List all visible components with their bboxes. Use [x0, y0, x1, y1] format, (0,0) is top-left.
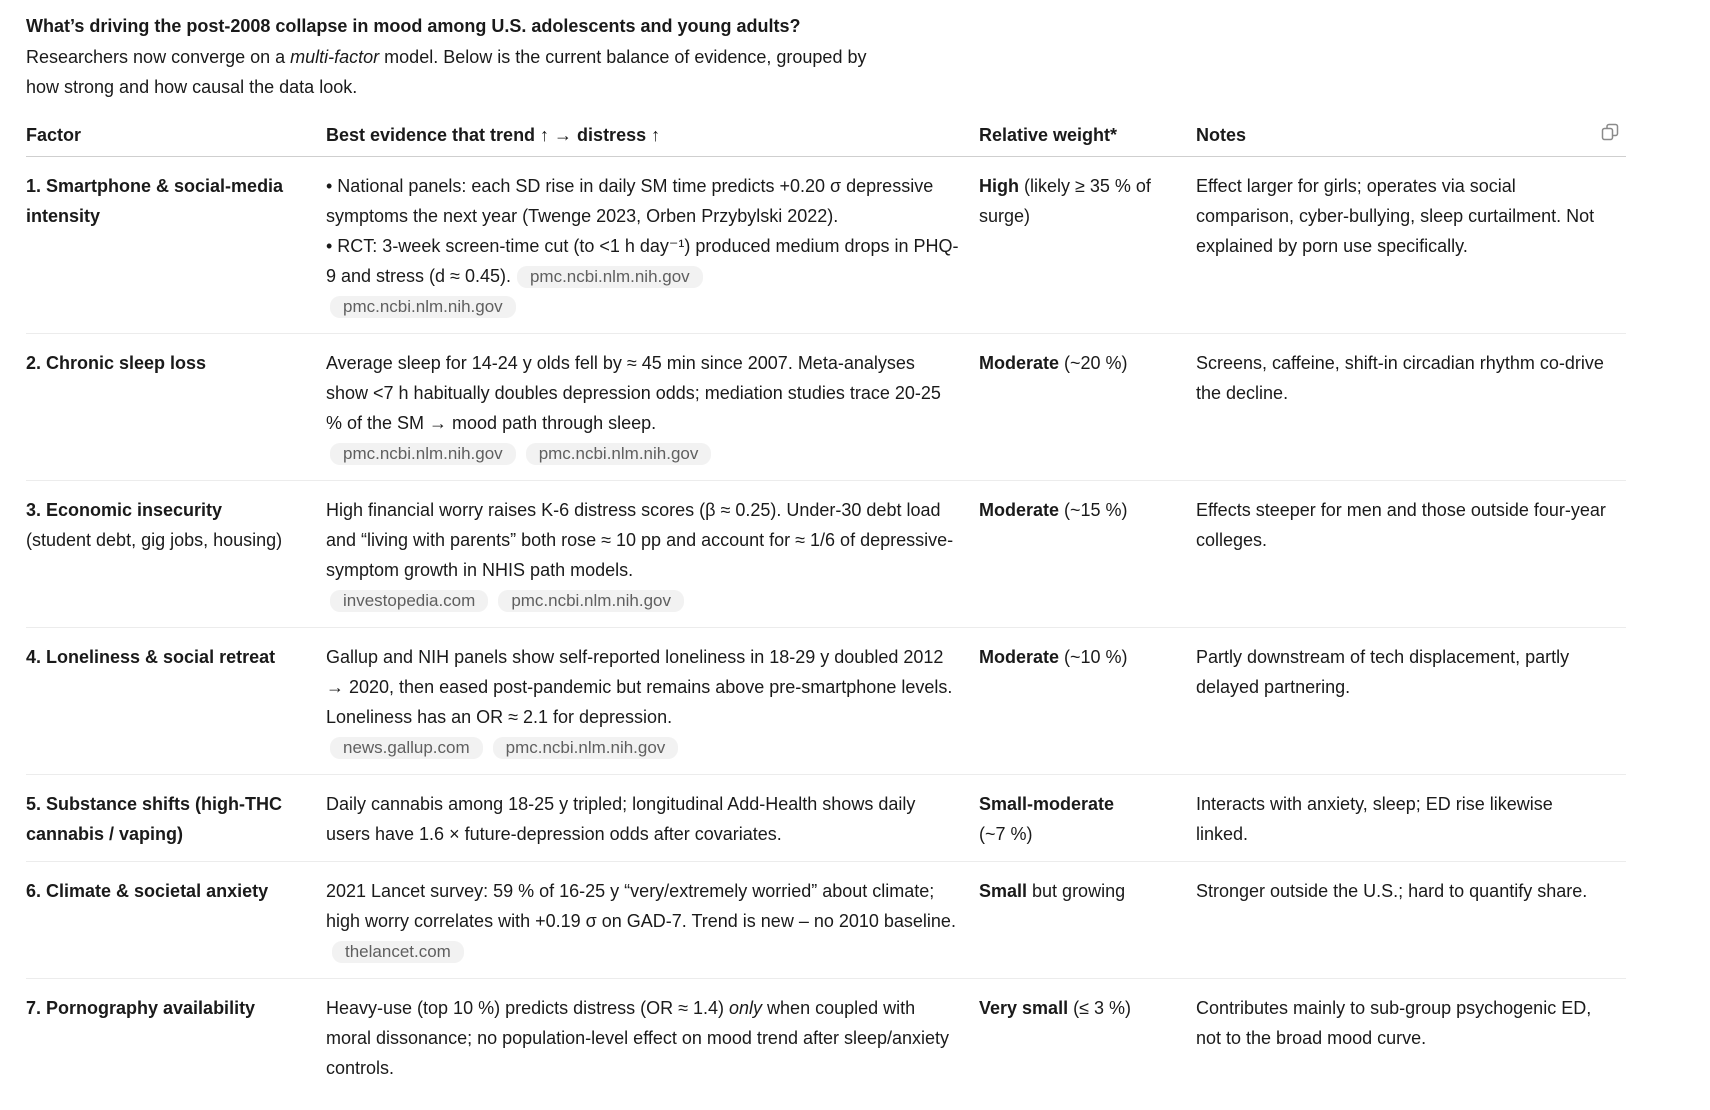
weight-detail: (~20 %) — [1059, 353, 1128, 373]
evidence-text: Daily cannabis among 18-25 y tripled; longitudinal Add-Health shows daily users have 1.6 × future-depression odds after covariates. — [326, 794, 916, 844]
weight-level: Small-moderate — [979, 794, 1115, 814]
weight-cell — [979, 775, 1196, 862]
source-link[interactable]: investopedia.com — [330, 590, 488, 612]
intro-text-after: model. Below is the current balance of evidence, grouped by how strong and how causal the data look. — [26, 47, 867, 97]
header-factor: Factor — [26, 112, 326, 157]
factor-cell: 7. Pornography availability — [26, 998, 256, 1018]
factor-subtitle: (student debt, gig jobs, housing) — [26, 530, 283, 550]
intro-text-emphasis: multi-factor — [290, 47, 380, 67]
weight-level: High — [979, 176, 1019, 196]
weight-level: Moderate — [979, 647, 1060, 667]
intro-text — [26, 42, 886, 102]
intro-title: What’s driving the post-2008 collapse in mood among U.S. adolescents and young adults? — [26, 16, 801, 36]
evidence-text: • National panels: each SD rise in daily SM time predicts +0.20 σ depressive symptoms the next year (Twenge 2023, Orben Przybylski 2022). — [326, 176, 934, 226]
evidence-cell — [326, 628, 979, 775]
header-evidence: Best evidence that trend ↑ → distress ↑ — [326, 112, 979, 157]
intro-text-before: Researchers now converge on a — [26, 47, 291, 67]
notes-cell: Contributes mainly to sub-group psychogenic ED, not to the broad mood curve. — [1196, 998, 1592, 1048]
weight-cell — [979, 628, 1196, 775]
evidence-text: Average sleep for 14-24 y olds fell by ≈ 45 min since 2007. Meta-analyses show <7 h habitually doubles depression odds; mediation studies trace 20-25 % of the SM → mood path through sleep. — [326, 353, 941, 433]
weight-detail: (~10 %) — [1059, 647, 1128, 667]
weight-detail: (~15 %) — [1059, 500, 1128, 520]
table-row — [26, 481, 1626, 628]
copy-icon[interactable] — [1600, 122, 1620, 142]
weight-detail: but growing — [1027, 881, 1126, 901]
evidence-text: 2021 Lancet survey: 59 % of 16-25 y “very/extremely worried” about climate; high worry correlates with +0.19 σ on GAD-7. Trend is new – no 2010 baseline. — [326, 881, 956, 931]
header-weight: Relative weight* — [979, 112, 1196, 157]
header-notes: Notes — [1196, 112, 1626, 157]
weight-level: Very small — [979, 998, 1069, 1018]
source-link[interactable]: pmc.ncbi.nlm.nih.gov — [330, 296, 516, 318]
factor-cell — [26, 481, 326, 628]
notes-cell: Stronger outside the U.S.; hard to quantify share. — [1196, 862, 1626, 979]
factor-cell: 6. Climate & societal anxiety — [26, 862, 326, 979]
factor-cell: 5. Substance shifts (high-THC cannabis / vaping) — [26, 775, 326, 862]
evidence-cell — [326, 334, 979, 481]
evidence-table-wrapper — [26, 112, 1626, 1095]
notes-cell: Screens, caffeine, shift-in circadian rhythm co-drive the decline. — [1196, 334, 1626, 481]
weight-cell — [979, 481, 1196, 628]
evidence-text-post: when coupled with moral dissonance; no population-level effect on mood trend after sleep/anxiety controls. — [326, 998, 950, 1078]
table-row — [26, 628, 1626, 775]
source-link[interactable]: pmc.ncbi.nlm.nih.gov — [526, 443, 712, 465]
weight-cell — [979, 157, 1196, 334]
source-link[interactable]: pmc.ncbi.nlm.nih.gov — [498, 590, 684, 612]
evidence-cell — [326, 775, 979, 862]
evidence-table — [26, 112, 1626, 1095]
weight-level: Moderate — [979, 500, 1060, 520]
evidence-text-pre: Heavy-use (top 10 %) predicts distress (OR ≈ 1.4) — [326, 998, 730, 1018]
factor-cell: 1. Smartphone & social-media intensity — [26, 157, 326, 334]
table-header-row — [26, 112, 1626, 157]
weight-cell — [979, 862, 1196, 979]
evidence-text: High financial worry raises K-6 distress scores (β ≈ 0.25). Under-30 debt load and “living with parents” both rose ≈ 10 pp and account for ≈ 1/6 of depressive-symptom growth in NHIS path models. — [326, 500, 954, 580]
table-row — [26, 157, 1626, 334]
source-link[interactable]: pmc.ncbi.nlm.nih.gov — [517, 266, 703, 288]
factor-cell: 4. Loneliness & social retreat — [26, 628, 326, 775]
evidence-text-emphasis: only — [729, 998, 763, 1018]
table-row — [26, 979, 1626, 1096]
factor-cell: 2. Chronic sleep loss — [26, 334, 326, 481]
notes-cell: Interacts with anxiety, sleep; ED rise likewise linked. — [1196, 775, 1626, 862]
notes-cell: Effect larger for girls; operates via social comparison, cyber-bullying, sleep curtailment. Not explained by porn use specifically. — [1196, 157, 1626, 334]
weight-level: Small — [979, 881, 1028, 901]
weight-detail: (≤ 3 %) — [1068, 998, 1131, 1018]
factor-title: 3. Economic insecurity — [26, 500, 223, 520]
evidence-text: Gallup and NIH panels show self-reported loneliness in 18-29 y doubled 2012 → 2020, then eased post-pandemic but remains above pre-smartphone levels. Loneliness has an OR ≈ 2.1 for depression. — [326, 647, 953, 727]
weight-detail: (~7 %) — [979, 824, 1033, 844]
weight-level: Moderate — [979, 353, 1060, 373]
table-row — [26, 862, 1626, 979]
weight-cell — [979, 979, 1196, 1096]
source-link[interactable]: news.gallup.com — [330, 737, 483, 759]
evidence-cell — [326, 862, 979, 979]
evidence-cell — [326, 979, 979, 1096]
source-link[interactable]: thelancet.com — [332, 941, 464, 963]
evidence-cell — [326, 157, 979, 334]
evidence-text — [326, 993, 961, 1083]
notes-cell: Effects steeper for men and those outside four-year colleges. — [1196, 481, 1626, 628]
weight-detail: (likely ≥ 35 % of surge) — [979, 176, 1151, 226]
weight-cell — [979, 334, 1196, 481]
source-link[interactable]: pmc.ncbi.nlm.nih.gov — [330, 443, 516, 465]
evidence-cell — [326, 481, 979, 628]
evidence-text: • RCT: 3-week screen-time cut (to <1 h day⁻¹) produced medium drops in PHQ-9 and stress (d ≈ 0.45). — [326, 236, 959, 286]
source-link[interactable]: pmc.ncbi.nlm.nih.gov — [493, 737, 679, 759]
table-row — [26, 334, 1626, 481]
table-row — [26, 775, 1626, 862]
notes-cell: Partly downstream of tech displacement, partly delayed partnering. — [1196, 628, 1626, 775]
